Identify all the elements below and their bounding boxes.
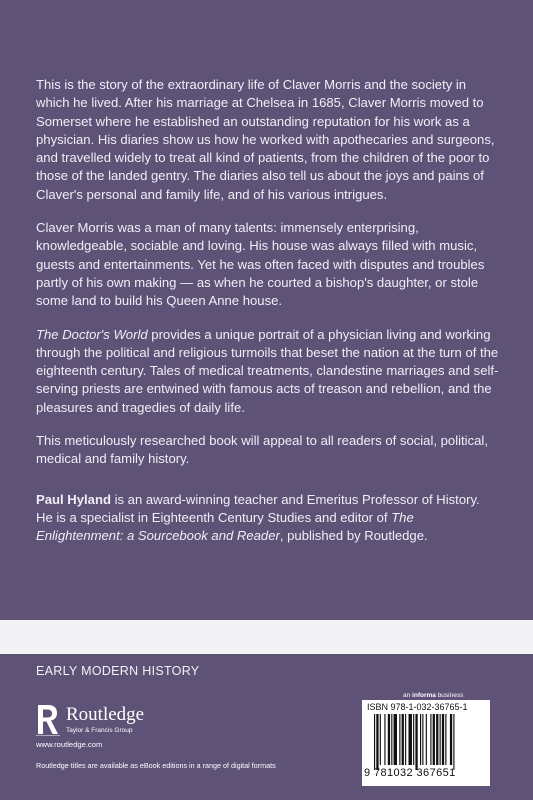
- informa-business-label: an informa business: [403, 692, 464, 699]
- blurb-paragraph-1: This is the story of the extraordinary life of Claver Morris and the society in which he lived. After his marriage at Chelsea in 1685, Claver Morris moved to Somerset where he established an outstanding reputation for his work as a physician. His diaries show us how he worked with apothecaries and surgeons, and travelled widely to treat all kind of patients, from the children of the poor to those of the landed gentry. The diaries also tell us about the joys and pains of Claver's personal and family life, and of his various intrigues.: [36, 77, 495, 202]
- book-title: The Doctor's World: [36, 326, 148, 342]
- blurb-paragraph-4: This meticulously researched book will appeal to all readers of social, political, medical and family history.: [36, 433, 488, 467]
- publisher-name: Routledge: [66, 704, 145, 725]
- author-book-title: The Enlightenment: a Sourcebook and Reader: [36, 509, 414, 544]
- author-bio-text: is an award-winning teacher and Emeritus Professor of History. He is a specialist in Eighteenth Century Studies and editor of: [36, 491, 480, 525]
- author-bio: [36, 491, 499, 546]
- routledge-logo: [36, 703, 154, 739]
- blurb-paragraph-3: [36, 326, 499, 417]
- series-label: EARLY MODERN HISTORY: [36, 664, 200, 678]
- barcode-panel: [362, 700, 490, 786]
- isbn-label: ISBN 978-1-032-36765-1: [367, 702, 468, 712]
- author-bio-end: , published by Routledge.: [279, 528, 428, 544]
- barcode-icon: [366, 714, 486, 770]
- ebook-formats-note: Routledge titles are available as eBook editions in a range of digital formats: [36, 761, 276, 770]
- barcode-number: 9 781032 367651: [364, 767, 456, 779]
- back-cover-blurb: [36, 76, 499, 561]
- routledge-r-logo-icon: [36, 703, 60, 736]
- divider-band: [0, 620, 533, 654]
- publisher-url[interactable]: www.routledge.com: [36, 740, 103, 749]
- publisher-group: Taylor & Francis Group: [66, 727, 133, 734]
- blurb-paragraph-2: Claver Morris was a man of many talents: immensely enterprising, knowledgeable, sociable and loving. His house was always filled with music, guests and entertainments. Yet he was often faced with disputes and troubles partly of his own making — as when he courted a bishop's daughter, or stole some land to build his Queen Anne house.: [36, 220, 485, 309]
- author-name: Paul Hyland: [36, 491, 111, 507]
- blurb-paragraph-3-text: provides a unique portrait of a physician living and working through the political and religious turmoils that beset the nation at the turn of the eighteenth century. Tales of medical treatments, clandestine marriages and self-serving priests are entwined with famous acts of treason and rebellion, and the pleasures and tragedies of daily life.: [36, 326, 499, 415]
